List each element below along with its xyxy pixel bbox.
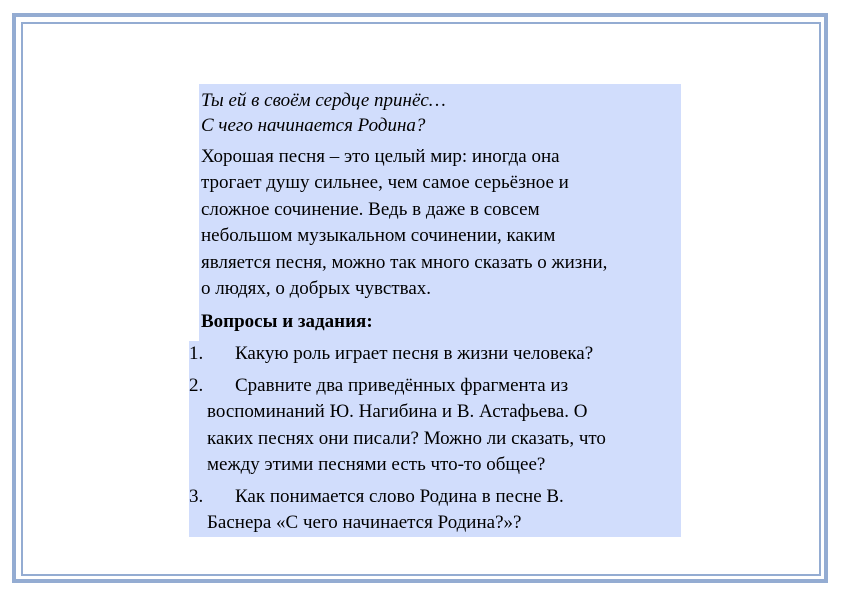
- epigraph-quote: [201, 88, 446, 138]
- question-line: воспоминаний Ю. Нагибина и В. Астафьева. О: [207, 401, 588, 423]
- paragraph-line: Хорошая песня – это целый мир: иногда она: [201, 146, 560, 167]
- quote-line-2: С чего начинается Родина?: [201, 115, 426, 136]
- paragraph-line: небольшом музыкальном сочинении, каким: [201, 225, 556, 247]
- paragraph-line: о людях, о добрых чувствах.: [201, 278, 432, 300]
- body-paragraph: [201, 144, 607, 302]
- question-item-1: [189, 341, 681, 367]
- question-item-3: [189, 484, 681, 537]
- question-number: 2.: [189, 375, 204, 396]
- question-line: Как понимается слово Родина в песне В.: [235, 486, 564, 507]
- questions-heading: Вопросы и задания:: [201, 311, 373, 332]
- question-item-2: [189, 373, 681, 479]
- question-line: каких песнях они писали? Можно ли сказать, что: [207, 427, 606, 449]
- paragraph-line: трогает душу сильнее, чем самое серьёзное и: [201, 172, 569, 194]
- quote-line-1: Ты ей в своём сердце принёс…: [201, 90, 446, 111]
- question-number: 3.: [189, 486, 204, 507]
- question-line: между этими песнями есть что-то общее?: [207, 454, 546, 476]
- paragraph-line: является песня, можно так много сказать о жизни,: [201, 251, 608, 273]
- question-line: Какую роль играет песня в жизни человека?: [235, 343, 594, 364]
- paragraph-line: сложное сочинение. Ведь в даже в совсем: [201, 198, 540, 220]
- question-number: 1.: [189, 343, 204, 364]
- question-line: Баснера «С чего начинается Родина?»?: [207, 512, 522, 534]
- question-line: Сравните два приведённых фрагмента из: [235, 375, 569, 396]
